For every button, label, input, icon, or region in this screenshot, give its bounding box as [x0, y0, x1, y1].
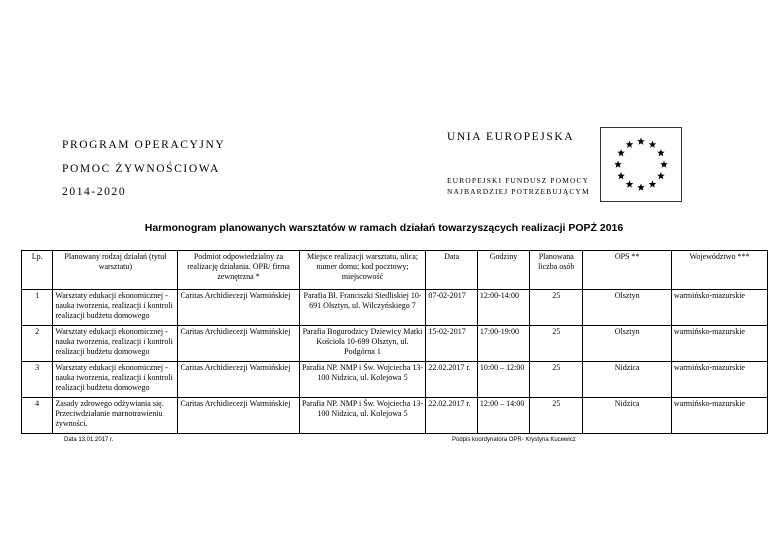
cell-date: 22.02.2017 r.: [426, 362, 478, 398]
col-header-location: Miejsce realizacji warsztatu, ulica; numer domu; kod pocztowy; miejscowość: [299, 251, 426, 290]
cell-ops: Olsztyn: [583, 290, 671, 326]
col-header-ops: OPS **: [583, 251, 671, 290]
cell-date: 07-02-2017: [426, 290, 478, 326]
program-name-line1: PROGRAM OPERACYJNY: [62, 139, 226, 151]
eu-title: UNIA EUROPEJSKA: [447, 131, 575, 143]
table-header-row: [22, 251, 768, 290]
col-header-hours: Godziny: [477, 251, 529, 290]
cell-participants: 25: [530, 398, 583, 434]
cell-ops: Olsztyn: [583, 326, 671, 362]
schedule-table: [21, 250, 768, 434]
cell-date: 22.02.2017 r.: [426, 398, 478, 434]
document-date: Data 13.01.2017 r.: [64, 437, 114, 443]
cell-hours: 10:00 – 12:00: [477, 362, 529, 398]
cell-activity: Warsztaty edukacji ekonomicznej - nauka tworzenia, realizacji i kontroli realizacji budżetu domowego: [53, 362, 178, 398]
cell-responsible: Caritas Archidiecezji Warmińskiej: [178, 362, 299, 398]
cell-location: Parafia NP. NMP i Św. Wojciecha 13-100 Nidzica, ul. Kolejowa 5: [299, 398, 426, 434]
cell-responsible: Caritas Archidiecezji Warmińskiej: [178, 398, 299, 434]
col-header-activity: Planowany rodzaj działań (tytuł warsztatu): [53, 251, 178, 290]
cell-lp: 2: [22, 326, 53, 362]
col-header-responsible: Podmiot odpowiedzialny za realizację działania. OPR/ firma zewnętrzna *: [178, 251, 299, 290]
table-row: [22, 326, 768, 362]
cell-location: Parafia Bogurodzicy Dziewicy Matki Kościoła 10-699 Olsztyn, ul. Podgórna 1: [299, 326, 426, 362]
cell-activity: Warsztaty edukacji ekonomicznej - nauka tworzenia, realizacji i kontroli realizacji budżetu domowego: [53, 326, 178, 362]
program-name-line2: POMOC ŻYWNOŚCIOWA: [62, 163, 220, 175]
coordinator-signature-label: Podpis koordynatora OPR- Krystyna Kucewicz: [452, 437, 576, 443]
cell-lp: 4: [22, 398, 53, 434]
cell-responsible: Caritas Archidiecezji Warmińskiej: [178, 290, 299, 326]
col-header-lp: Lp.: [22, 251, 53, 290]
cell-voivodeship: warmińsko-mazurskie: [671, 290, 767, 326]
cell-ops: Nidzica: [583, 398, 671, 434]
cell-location: Parafia NP. NMP i Św. Wojciecha 13-100 Nidzica, ul. Kolejowa 5: [299, 362, 426, 398]
table-row: [22, 290, 768, 326]
program-years: 2014-2020: [62, 186, 127, 198]
cell-ops: Nidzica: [583, 362, 671, 398]
col-header-date: Data: [426, 251, 478, 290]
cell-participants: 25: [530, 362, 583, 398]
eu-flag-icon: [600, 127, 682, 202]
cell-date: 15-02-2017: [426, 326, 478, 362]
cell-hours: 12:00 – 14:00: [477, 398, 529, 434]
table-row: [22, 362, 768, 398]
cell-voivodeship: warmińsko-mazurskie: [671, 398, 767, 434]
fund-name: [447, 175, 590, 197]
cell-lp: 1: [22, 290, 53, 326]
cell-lp: 3: [22, 362, 53, 398]
table-row: [22, 398, 768, 434]
cell-activity: Zasady zdrowego odżywiania się. Przeciwdziałanie marnotrawieniu żywności.: [53, 398, 178, 434]
cell-participants: 25: [530, 290, 583, 326]
cell-responsible: Caritas Archidiecezji Warmińskiej: [178, 326, 299, 362]
col-header-voivodeship: Województwo ***: [671, 251, 767, 290]
col-header-participants: Planowana liczba osób: [530, 251, 583, 290]
document-title: Harmonogram planowanych warsztatów w ramach działań towarzyszących realizacji POPŻ 2016: [144, 222, 624, 234]
cell-voivodeship: warmińsko-mazurskie: [671, 362, 767, 398]
cell-hours: 17:00-19:00: [477, 326, 529, 362]
fund-name-line1: EUROPEJSKI FUNDUSZ POMOCY: [447, 176, 590, 185]
cell-location: Parafia Bł. Franciszki Siedliskiej 10-691 Olsztyn, ul. Wilczyńskiego 7: [299, 290, 426, 326]
cell-voivodeship: warmińsko-mazurskie: [671, 326, 767, 362]
fund-name-line2: NAJBARDZIEJ POTRZEBUJĄCYM: [447, 187, 590, 196]
cell-hours: 12:00-14:00: [477, 290, 529, 326]
cell-participants: 25: [530, 326, 583, 362]
cell-activity: Warsztaty edukacji ekonomicznej - nauka tworzenia, realizacji i kontroli realizacji budżetu domowego: [53, 290, 178, 326]
